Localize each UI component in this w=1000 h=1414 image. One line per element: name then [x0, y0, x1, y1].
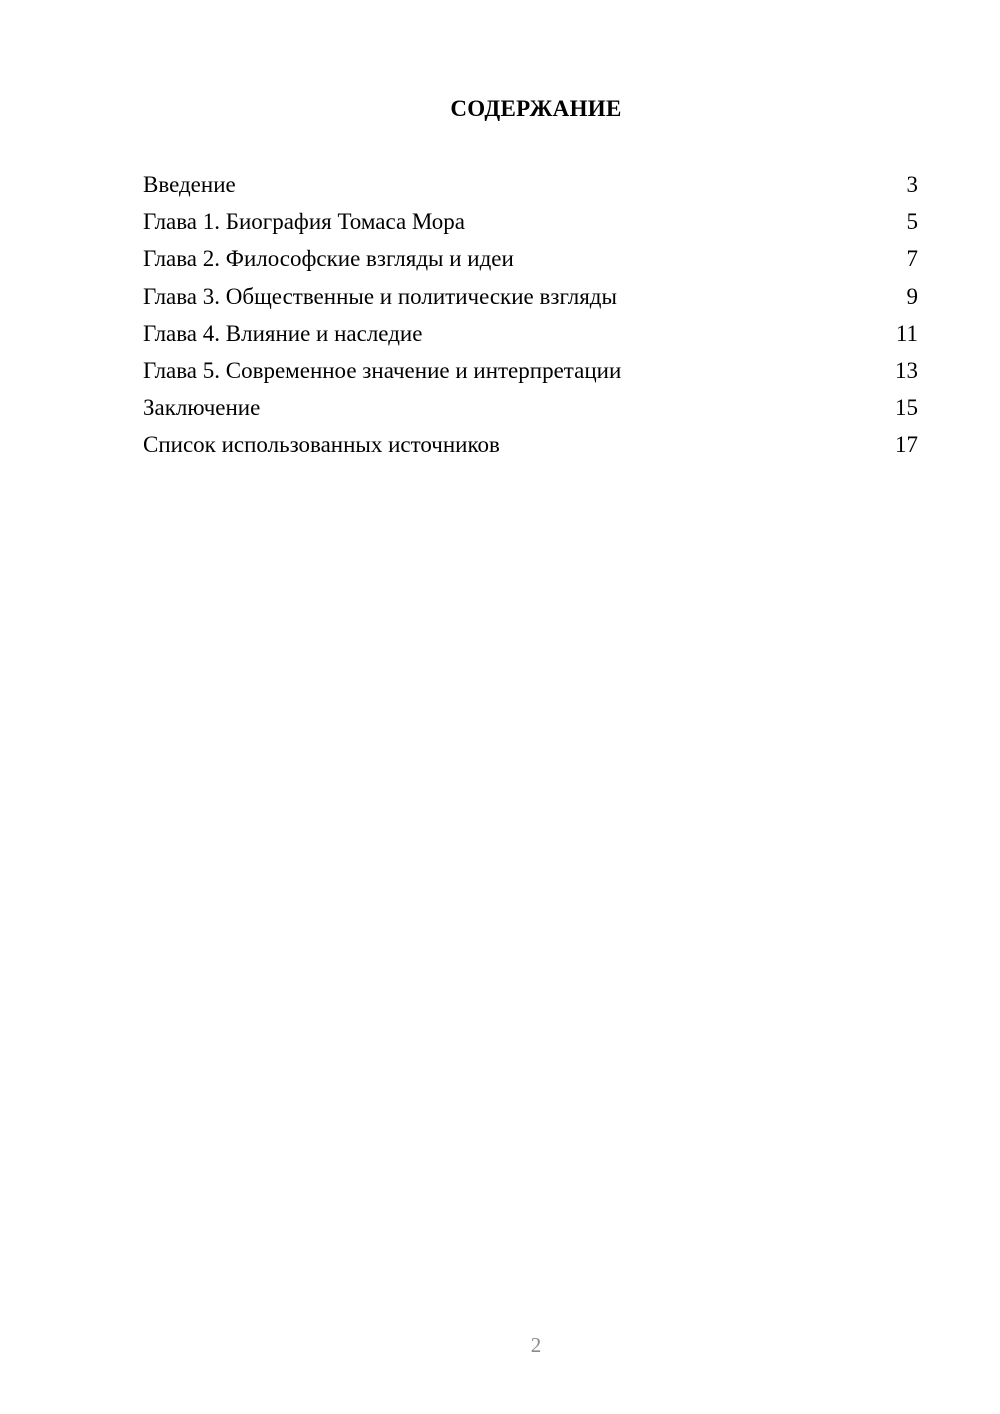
toc-item-page: 13	[895, 357, 918, 383]
toc-item-label: Список использованных источников	[143, 432, 500, 458]
toc-item[interactable]	[143, 207, 918, 244]
toc-item-page: 11	[895, 320, 918, 346]
toc-item-page: 9	[906, 283, 918, 309]
toc-item-label: Глава 4. Влияние и наследие	[143, 320, 423, 346]
toc-item-page: 15	[895, 395, 918, 421]
page-number: 2	[530, 1333, 542, 1357]
toc-item[interactable]	[143, 393, 918, 430]
toc-item[interactable]	[143, 170, 918, 207]
toc-item[interactable]	[143, 356, 918, 393]
toc-item-label: Глава 3. Общественные и политические взгляды	[143, 283, 617, 309]
toc-item[interactable]	[143, 244, 918, 281]
toc-item-page: 3	[906, 172, 918, 197]
toc-item-label: Глава 2. Философские взгляды и идеи	[143, 246, 514, 272]
toc-item-label: Введение	[143, 172, 236, 197]
toc-item-page: 7	[906, 246, 918, 272]
toc-item-label: Глава 5. Современное значение и интерпретации	[143, 357, 622, 383]
page-title: СОДЕРЖАНИЕ	[450, 96, 622, 121]
table-of-contents	[143, 170, 918, 468]
toc-item[interactable]	[143, 282, 918, 319]
toc-item-page: 17	[895, 432, 918, 458]
toc-item-page: 5	[906, 209, 918, 235]
toc-item[interactable]	[143, 430, 918, 467]
toc-item[interactable]	[143, 319, 918, 356]
toc-item-label: Глава 1. Биография Томаса Мора	[143, 209, 465, 235]
toc-item-label: Заключение	[143, 395, 261, 421]
